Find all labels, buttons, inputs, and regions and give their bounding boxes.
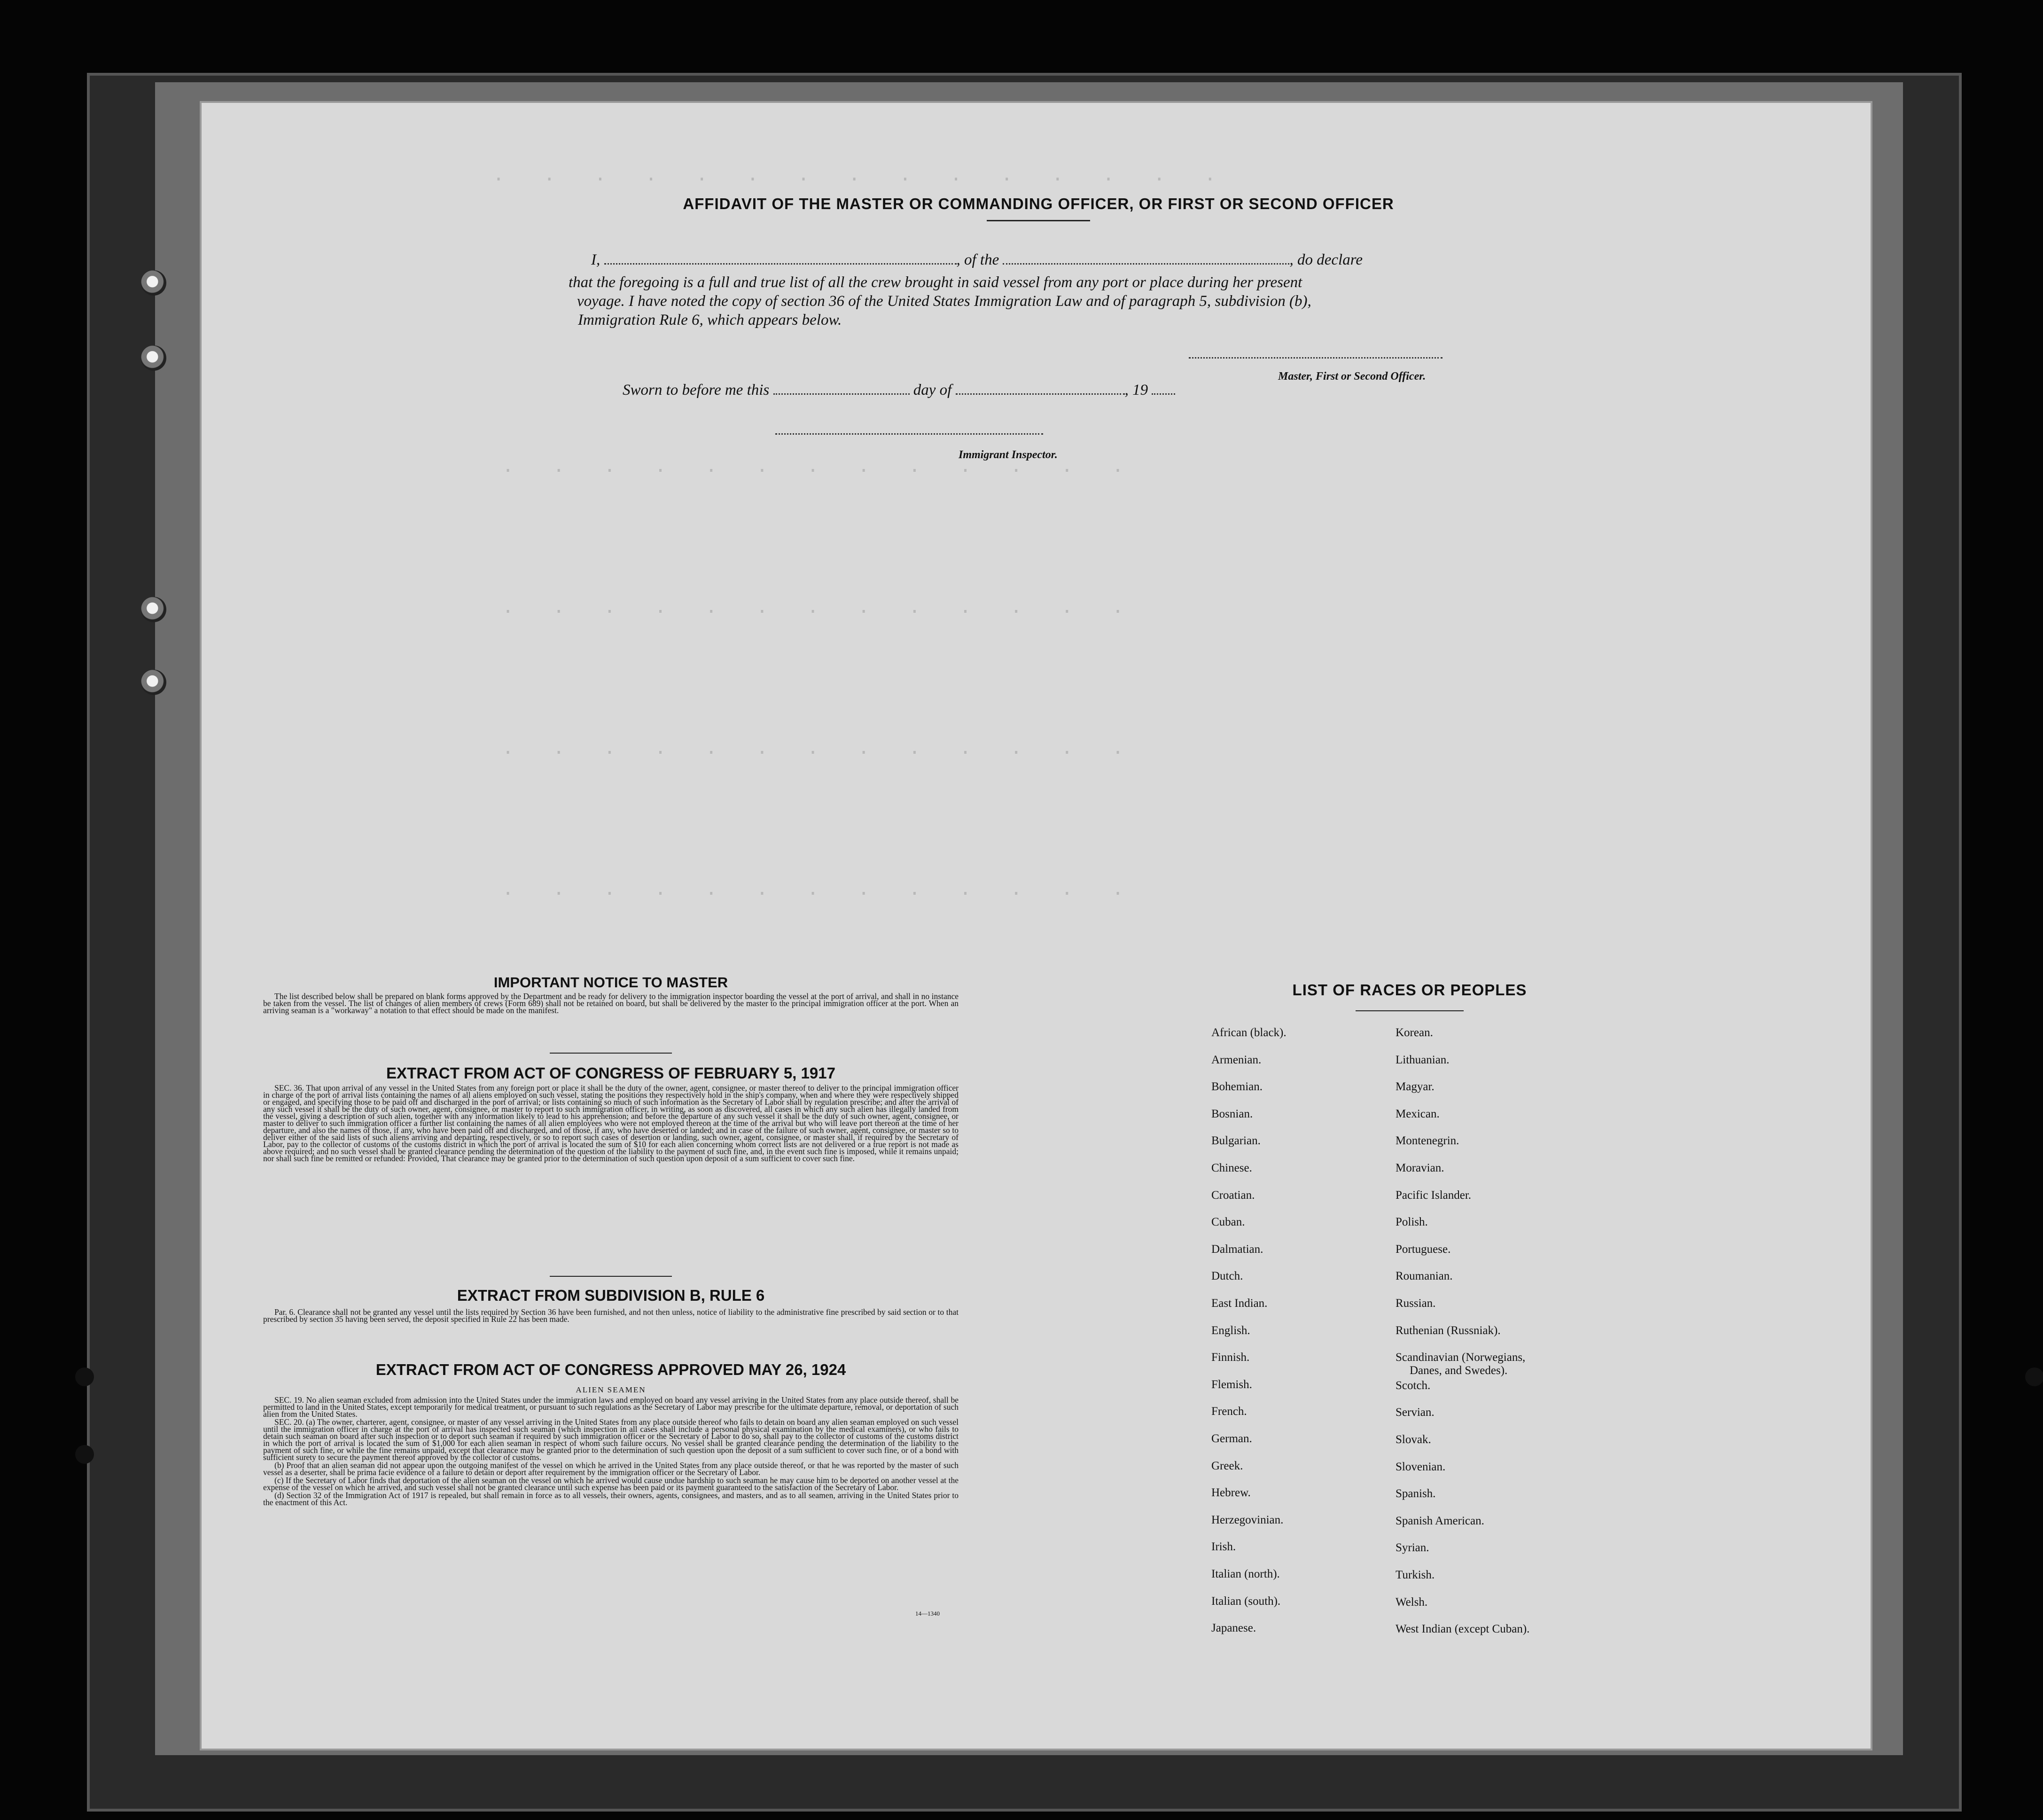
binder-hole	[141, 270, 166, 296]
race-item: Flemish.	[1211, 1378, 1252, 1391]
race-item: Italian (south).	[1211, 1594, 1281, 1608]
race-item: Finnish.	[1211, 1351, 1250, 1364]
race-item: African (black).	[1211, 1026, 1287, 1039]
form-number: 14—1340	[915, 1610, 940, 1617]
race-item: Slovenian.	[1396, 1460, 1446, 1473]
notice-title: IMPORTANT NOTICE TO MASTER	[493, 974, 728, 991]
inspector-signature-field[interactable]	[775, 433, 1043, 435]
race-item: Danes, and Swedes).	[1410, 1364, 1508, 1377]
race-item: Syrian.	[1396, 1541, 1429, 1554]
section-19-paragraph: SEC. 19. No alien seaman excluded from admission into the United States under the immigration laws and employed on board any vessel arriving in the United States from any place outside thereof, shall be permitted to land in the United States, except temporarily for medical treatment, or pursuant to such regulations as the Secretary of Labor may prescribe for the ultimate departure, removal, or deportation of such alien from the United States.	[263, 1395, 959, 1419]
bleed-through-text: · · · · · · · · · · · · ·	[502, 460, 1138, 482]
year-label: , 19	[1124, 382, 1148, 398]
sworn-day-field[interactable]	[773, 393, 910, 395]
master-signature-field[interactable]	[1189, 357, 1443, 359]
race-item: Italian (north).	[1211, 1568, 1280, 1580]
alien-seamen-subtitle: ALIEN SEAMEN	[576, 1385, 646, 1394]
affidavit-line-2: that the foregoing is a full and true list of all the crew brought in said vessel from any port or place during her present	[569, 274, 1302, 291]
binder-hole	[75, 1445, 94, 1464]
race-item: Cuban.	[1211, 1216, 1245, 1229]
race-item: German.	[1211, 1432, 1252, 1445]
race-item: Dutch.	[1211, 1270, 1243, 1283]
race-item: Bohemian.	[1211, 1080, 1263, 1094]
race-item: Polish.	[1396, 1216, 1428, 1229]
race-item: East Indian.	[1211, 1297, 1268, 1310]
race-item: Croatian.	[1211, 1188, 1255, 1202]
section-20a-paragraph: SEC. 20. (a) The owner, charterer, agent, consignee, or master of any vessel arriving in the United States from any place outside thereof who fails to detain on board any alien seaman employed on such vessel until the immigration officer in charge at the port of arrival has inspected such seaman (which inspection in all cases shall include a personal physical examination by the medical examiners), or who fails to detain such seaman on board after such inspection or to deport such seaman if required by such immigration officer or the Secretary of Labor to do so, shall pay to the collector of customs of the customs district in which the port of arrival is located the sum of $1,000 for each alien seaman in respect of whom such failure occurs. No vessel shall be granted clearance pending the determination of the liability to the payment of such fine, or while the fine remains unpaid, except that clearance may be granted prior to the determination of such question upon the deposit of a sum sufficient to cover such fine, or of a bond with sufficient surety to secure the payment thereof approved by the collector of customs.	[263, 1417, 959, 1462]
vessel-name-field[interactable]	[1003, 263, 1289, 265]
bleed-through-text: · · · · · · · · · · · · ·	[502, 601, 1138, 623]
section-divider	[550, 1276, 672, 1277]
title-rule	[987, 220, 1090, 221]
extract-rule6-text	[263, 1309, 959, 1324]
race-item: Montenegrin.	[1396, 1134, 1459, 1148]
race-item: Chinese.	[1211, 1162, 1252, 1174]
race-item: Moravian.	[1396, 1162, 1444, 1174]
sworn-month-field[interactable]	[956, 393, 1125, 395]
race-item: Spanish American.	[1396, 1514, 1484, 1527]
race-item: Scandinavian (Norwegians,	[1396, 1351, 1526, 1364]
race-item: Irish.	[1211, 1540, 1236, 1554]
binder-hole	[141, 597, 166, 622]
extract-1924-text	[263, 1397, 959, 1507]
extract-1917-title: EXTRACT FROM ACT OF CONGRESS OF FEBRUARY 5, 1917	[386, 1064, 835, 1082]
race-item: Greek.	[1211, 1459, 1243, 1472]
bleed-through-text: · · · · · · · · · · · · ·	[502, 742, 1138, 764]
race-item: French.	[1211, 1405, 1247, 1418]
notice-text	[263, 993, 959, 1015]
section-20b-paragraph: (b) Proof that an alien seaman did not appear upon the outgoing manifest of the vessel on which he arrived in the United States from any place outside thereof, or that he was reported by the master of such vessel as a deserter, shall be prima facie evidence of a failure to detain or deport after requirement by the immigration officer or the Secretary of Labor.	[263, 1461, 959, 1477]
race-item: Russian.	[1396, 1297, 1436, 1310]
race-item: Portuguese.	[1396, 1242, 1451, 1256]
binder-hole	[75, 1367, 94, 1386]
race-item: Japanese.	[1211, 1622, 1256, 1635]
extract-rule6-title: EXTRACT FROM SUBDIVISION B, RULE 6	[457, 1287, 765, 1304]
race-item: Slovak.	[1396, 1433, 1431, 1446]
bleed-through-text: · · · · · · · · · · · · · · ·	[493, 169, 1230, 190]
race-item: Dalmatian.	[1211, 1242, 1263, 1256]
race-item: Welsh.	[1396, 1595, 1428, 1609]
race-item: Armenian.	[1211, 1053, 1262, 1066]
race-item: Bosnian.	[1211, 1107, 1253, 1120]
extract-1917-text	[263, 1085, 959, 1163]
race-item: Magyar.	[1396, 1080, 1435, 1094]
race-item: Mexican.	[1396, 1107, 1440, 1120]
master-caption: Master, First or Second Officer.	[1278, 370, 1426, 383]
of-the-label: , of the	[956, 251, 999, 268]
sworn-label: Sworn to before me this	[623, 382, 770, 398]
affidavit-line-3: voyage. I have noted the copy of section 36 of the United States Immigration Law and of paragraph 5, subdivision (b),	[577, 293, 1311, 310]
notice-paragraph: The list described below shall be prepared on blank forms approved by the Department and be ready for delivery to the immigration inspector boarding the vessel at the port of arrival, and shall in no instance be taken from the vessel. The list of changes of alien members of crews (Form 689) shall not be retained on board, but shall be delivered by the master to the principal immigration officer at the port. When an arriving seaman is a "workaway" a notation to that effect should be made on the manifest.	[263, 992, 959, 1015]
section-20c-paragraph: (c) If the Secretary of Labor finds that deportation of the alien seaman on the vessel on which he arrived would cause undue hardship to such seaman he may cause him to be deported on another vessel at the expense of the vessel on which he arrived, and such vessel shall not be granted clearance until such expense has been paid or its payment guaranteed to the satisfaction of the Secretary of Labor.	[263, 1476, 959, 1492]
section-divider	[550, 1053, 672, 1054]
section-20d-paragraph: (d) Section 32 of the Immigration Act of 1917 is repealed, but shall remain in force as to all vessels, their owners, agents, consignees, and masters, and as to all seamen, arriving in the United States prior to the enactment of this Act.	[263, 1491, 959, 1507]
rule-6-paragraph: Par. 6. Clearance shall not be granted any vessel until the lists required by Section 36 have been furnished, and not then unless, notice of liability to the administrative fine prescribed by said section or to that prescribed by section 35 having been served, the deposit specified in Rule 22 has been made.	[263, 1307, 959, 1324]
declarant-label: I,	[591, 251, 600, 268]
section-36-paragraph: SEC. 36. That upon arrival of any vessel in the United States from any foreign port or place it shall be the duty of the owner, agent, consignee, or master thereof to deliver to the principal immigration officer in charge of the port of arrival lists containing the names of all aliens employed on such vessel, stating the positions they respectively hold in the ship's company, when and where they were respectively shipped or engaged, and specifying those to be paid off and discharged in the port of arrival; or lists containing so much of such information as the Secretary of Labor shall by regulation prescribe; and after the arrival of any such vessel it shall be the duty of such owner, agent, consignee, or master to report to such immigration officer, in writing, as soon as discovered, all cases in which any such alien has illegally landed from the vessel, giving a description of such alien, together with any information likely to lead to his apprehension; and before the departure of any such vessel it shall be the duty of such owner, agent, consignee, or master to deliver to such immigration officer a further list containing the names of all alien employees who were not employed thereon at the time of the arrival but who will leave port thereon at the time of her departure, and also the names of those, if any, who have been paid off and discharged, and of those, if any, who have deserted or landed; and in case of the failure of such owner, agent, consignee, or master so to deliver either of the said lists of such aliens arriving and departing, respectively, or so to report such cases of desertion or landing, such owner, agent, consignee, or master shall, if required by the Secretary of Labor, pay to the collector of customs of the customs district in which the port of arrival is located the sum of $10 for each alien concerning whom correct lists are not delivered or a true report is not made as above required; and no such vessel shall be granted clearance pending the determination of the question of the liability to the payment of such fine, and, in the event such fine is imposed, while it remains unpaid; nor shall such fine be remitted or refunded: Provided, That clearance may be granted prior to the determination of such question upon deposit of a sum sufficient to cover such fine.	[263, 1083, 959, 1163]
day-of-label: day of	[913, 382, 952, 398]
declarant-name-field[interactable]	[604, 263, 957, 265]
race-item: Hebrew.	[1211, 1486, 1251, 1500]
binder-hole	[2025, 1367, 2043, 1386]
race-item: Pacific Islander.	[1396, 1188, 1472, 1202]
sworn-line	[623, 382, 1175, 399]
race-item: Lithuanian.	[1396, 1053, 1450, 1066]
race-item: Spanish.	[1396, 1487, 1436, 1500]
binder-hole	[141, 345, 166, 371]
race-item: Korean.	[1396, 1026, 1433, 1039]
binder-hole	[141, 670, 166, 695]
race-item: Bulgarian.	[1211, 1134, 1261, 1148]
extract-1924-title: EXTRACT FROM ACT OF CONGRESS APPROVED MAY 26, 1924	[375, 1361, 846, 1378]
races-title: LIST OF RACES OR PEOPLES	[1292, 981, 1527, 999]
race-item: English.	[1211, 1324, 1250, 1337]
affidavit-line-4: Immigration Rule 6, which appears below.	[578, 312, 842, 328]
race-item: Ruthenian (Russniak).	[1396, 1324, 1501, 1337]
race-item: Herzegovinian.	[1211, 1513, 1284, 1526]
sworn-year-field[interactable]	[1152, 393, 1175, 395]
affidavit-title: AFFIDAVIT OF THE MASTER OR COMMANDING OFFICER, OR FIRST OR SECOND OFFICER	[683, 195, 1394, 212]
races-title-rule	[1356, 1010, 1464, 1011]
inspector-caption: Immigrant Inspector.	[959, 449, 1058, 461]
race-item: Roumanian.	[1396, 1270, 1453, 1283]
race-item: West Indian (except Cuban).	[1396, 1623, 1530, 1636]
race-item: Servian.	[1396, 1406, 1435, 1419]
bleed-through-text: · · · · · · · · · · · · ·	[502, 883, 1138, 905]
declare-label: , do declare	[1289, 251, 1363, 268]
race-item: Turkish.	[1396, 1569, 1435, 1581]
race-item: Scotch.	[1396, 1379, 1431, 1392]
affidavit-line-1	[591, 251, 1363, 269]
